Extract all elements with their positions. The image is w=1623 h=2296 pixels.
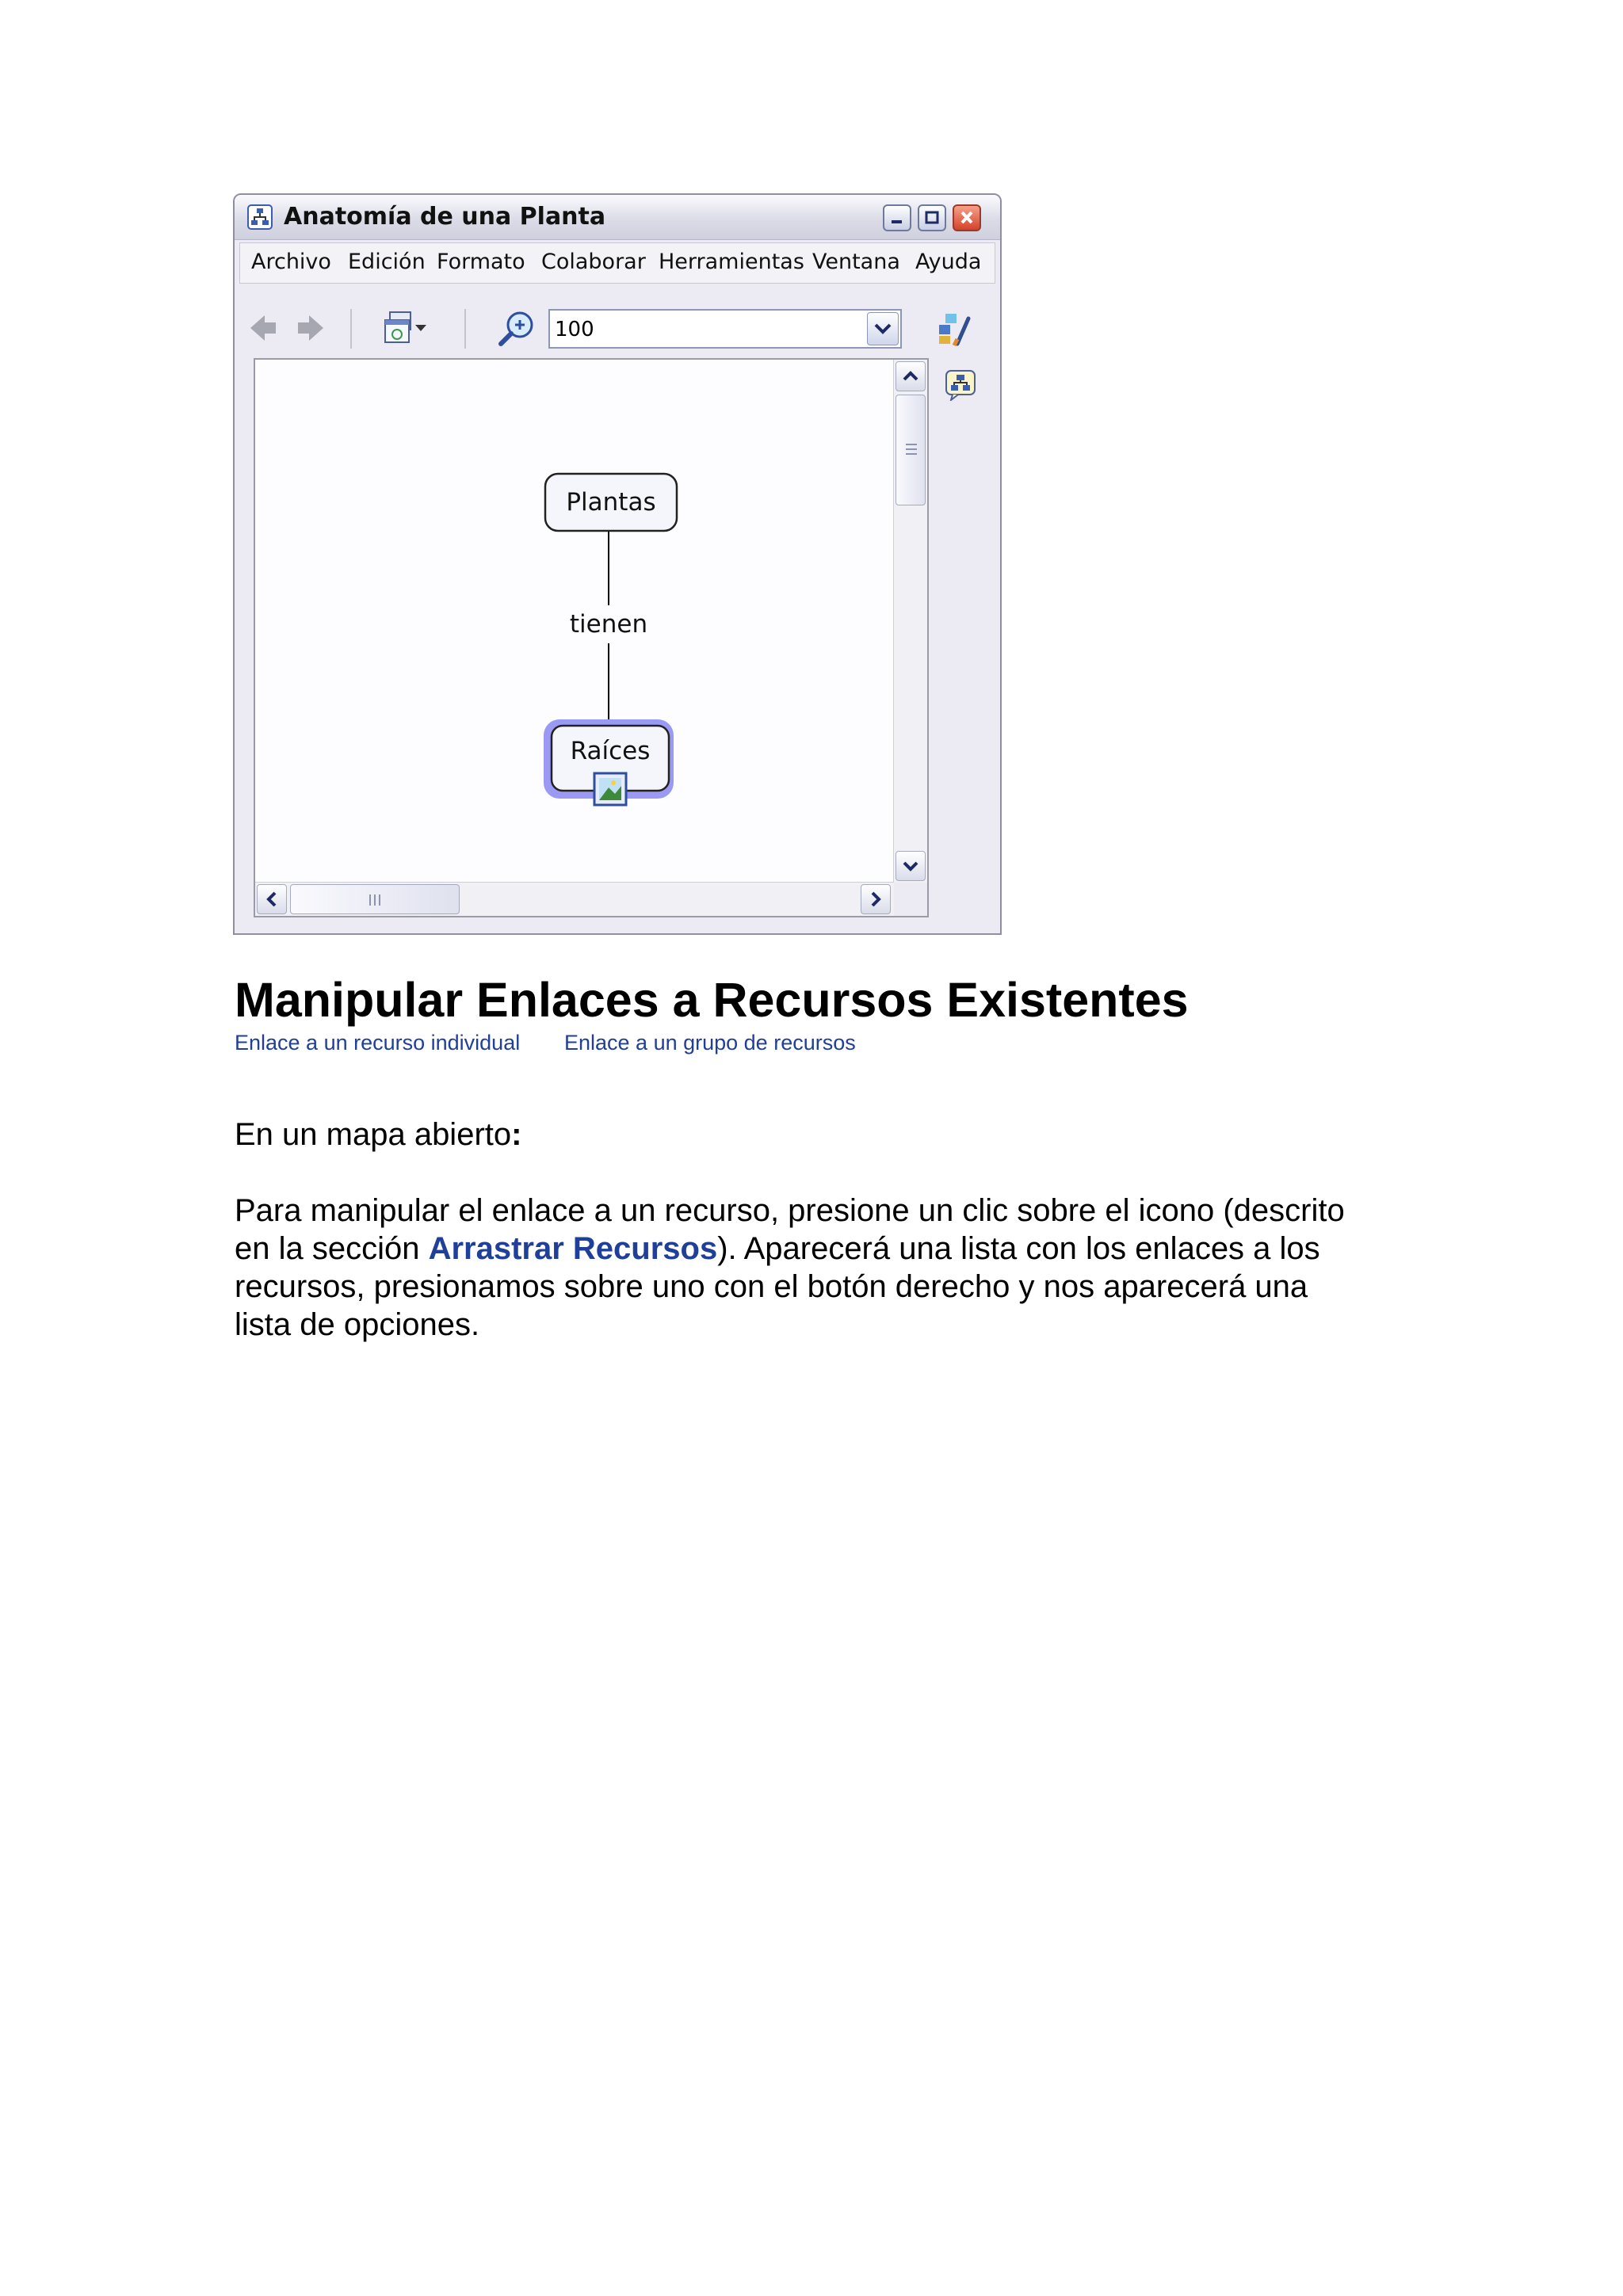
concept-plantas[interactable]: Plantas — [566, 488, 656, 517]
chevron-up-icon — [901, 368, 920, 384]
intro-label: En un mapa abierto — [235, 1117, 512, 1152]
intro-colon: : — [511, 1117, 522, 1152]
menu-ventana[interactable]: Ventana — [812, 250, 900, 274]
grip-icon — [367, 894, 383, 906]
chevron-left-icon — [264, 890, 280, 909]
menu-ayuda[interactable]: Ayuda — [915, 250, 982, 274]
toolbar-separator — [464, 309, 466, 349]
scrollbar-corner — [894, 883, 927, 916]
concept-map-app-icon — [247, 204, 273, 230]
toolbar-separator — [350, 309, 352, 349]
menu-edicion[interactable]: Edición — [348, 250, 426, 274]
intro-text — [235, 1116, 521, 1154]
paragraph-line — [235, 1230, 1423, 1268]
zoom-dropdown-button[interactable] — [867, 312, 899, 345]
zoom-select[interactable] — [548, 309, 902, 349]
scroll-right-button[interactable] — [861, 884, 891, 914]
horizontal-scrollbar[interactable] — [255, 882, 894, 916]
vertical-scrollbar[interactable] — [893, 360, 927, 883]
chevron-down-icon — [873, 319, 893, 338]
close-button[interactable] — [953, 204, 981, 231]
back-arrow-icon[interactable] — [249, 312, 279, 344]
menu-archivo[interactable]: Archivo — [251, 250, 331, 274]
maximize-button[interactable] — [918, 204, 946, 231]
menu-formato[interactable]: Formato — [437, 250, 525, 274]
paragraph-text: en la sección — [235, 1231, 429, 1266]
scroll-up-button[interactable] — [896, 361, 926, 391]
menu-bar — [239, 242, 995, 284]
toolbar — [239, 285, 995, 368]
concept-raices[interactable]: Raíces — [570, 737, 651, 765]
map-resources-icon[interactable] — [945, 369, 976, 401]
window-title: Anatomía de una Planta — [284, 203, 606, 231]
image-resource-icon[interactable] — [594, 773, 626, 805]
minimize-icon — [884, 206, 910, 230]
link-arrastrar-recursos[interactable]: Arrastrar Recursos — [428, 1231, 718, 1266]
menu-colaborar[interactable]: Colaborar — [541, 250, 646, 274]
link-grupo-recursos[interactable]: Enlace a un grupo de recursos — [564, 1031, 856, 1055]
style-palette-icon[interactable] — [937, 311, 972, 347]
menu-herramientas[interactable]: Herramientas — [659, 250, 804, 274]
chevron-down-icon — [901, 858, 920, 874]
view-windows-icon[interactable] — [384, 311, 428, 347]
forward-arrow-icon[interactable] — [295, 312, 325, 344]
zoom-value: 100 — [555, 318, 594, 341]
grip-icon — [905, 441, 918, 457]
link-recurso-individual[interactable]: Enlace a un recurso individual — [235, 1031, 521, 1055]
linking-phrase-tienen[interactable]: tienen — [545, 610, 672, 639]
title-bar[interactable] — [235, 195, 1000, 240]
page-title: Manipular Enlaces a Recursos Existentes — [235, 973, 1189, 1027]
map-canvas[interactable] — [254, 358, 929, 917]
instructions-paragraph — [235, 1192, 1423, 1344]
zoom-icon[interactable] — [498, 309, 537, 349]
scroll-left-button[interactable] — [257, 884, 287, 914]
paragraph-line: Para manipular el enlace a un recurso, presione un clic sobre el icono (descrito — [235, 1193, 1345, 1228]
cmap-window — [233, 193, 1002, 935]
chevron-right-icon — [868, 890, 884, 909]
paragraph-line: lista de opciones. — [235, 1307, 480, 1342]
paragraph-text: ). Aparecerá una lista con los enlaces a los — [717, 1231, 1320, 1266]
vertical-scroll-thumb[interactable] — [896, 395, 926, 505]
maximize-icon — [919, 206, 945, 230]
minimize-button[interactable] — [883, 204, 911, 231]
paragraph-line: recursos, presionamos sobre uno con el botón derecho y nos aparecerá una — [235, 1269, 1308, 1304]
scroll-down-button[interactable] — [896, 851, 926, 881]
close-icon — [954, 206, 980, 230]
horizontal-scroll-thumb[interactable] — [290, 884, 460, 914]
